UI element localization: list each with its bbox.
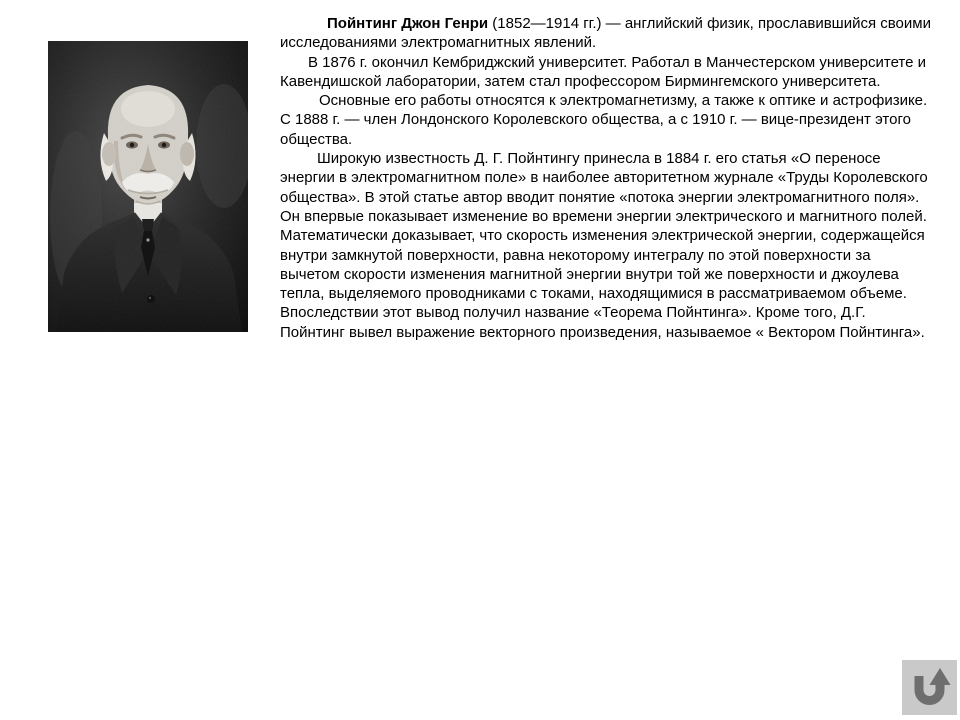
portrait-photo <box>48 41 248 332</box>
paragraph-text: В 1876 г. окончил Кембриджский университет. Работал в Манчестерском университете и Кавендишской лаборатории, затем стал профессором Бирмингемского университета. <box>280 53 927 90</box>
back-button[interactable] <box>902 660 957 715</box>
person-name: Пойнтинг Джон Генри <box>327 15 489 32</box>
paragraph-text: (1852—1914 гг.) — английский физик, прославившийся своими исследованиями электромагнитных явлений. <box>280 15 931 52</box>
portrait-image <box>48 41 248 332</box>
biography-text <box>280 14 934 342</box>
paragraph <box>280 14 934 53</box>
paragraph <box>280 53 934 92</box>
paragraph <box>280 91 934 149</box>
paragraph-text: Основные его работы относятся к электромагнетизму, а также к оптике и астрофизике. С 1888 г. — член Лондонского Королевского общества, а с 1910 г. — вице-президент этого общества. <box>280 92 928 148</box>
paragraph <box>280 149 934 342</box>
u-turn-arrow-icon <box>902 660 957 715</box>
paragraph-text: Широкую известность Д. Г. Пойнтингу принесла в 1884 г. его статья «О переносе энергии в электромагнитном поле» в наиболее авторитетном журнале «Труды Королевского общества». В этой статье автор вводит понятие «потока энергии электромагнитного поля». Он впервые показывает изменение во времени энергии электрического и магнитного полей. Математически доказывает, что скорость изменения электрической энергии, содержащейся внутри замкнутой поверхности, равна некоторому интегралу по этой поверхности за вычетом скорости изменения магнитной энергии внутри той же поверхности и джоулева тепла, выделяемого проводниками с токами, находящимися в рассматриваемом объеме. Впоследствии этот вывод получил название «Теорема Пойнтинга». Кроме того, Д.Г. Пойнтинг вывел выражение векторного произведения, называемое « Вектором Пойнтинга». <box>280 150 928 341</box>
